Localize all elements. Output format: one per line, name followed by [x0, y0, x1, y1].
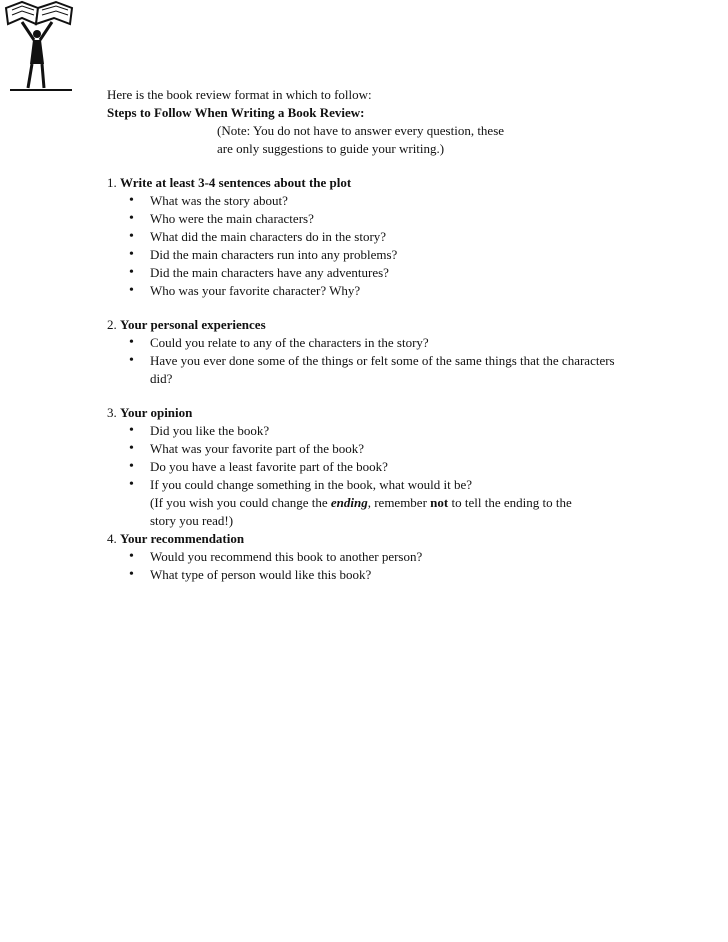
ending-note-text: (If you wish you could change the — [150, 495, 331, 510]
list-item: • Who was your favorite character? Why? — [107, 282, 707, 300]
list-item: • What type of person would like this book? — [107, 566, 707, 584]
ending-note-text: to tell the ending to the — [448, 495, 572, 510]
list-item: • What did the main characters do in the story? — [107, 228, 707, 246]
list-item-text: If you could change something in the book, what would it be? — [150, 477, 473, 492]
section-plot — [107, 174, 707, 300]
list-item: • Have you ever done some of the things or felt some of the same things that the characters did? — [107, 352, 620, 388]
not-word: not — [430, 495, 449, 510]
note-line-1: (Note: You do not have to answer every question, these — [217, 123, 505, 138]
section-title: Your personal experiences — [120, 317, 266, 332]
ending-note — [150, 494, 707, 512]
list-item: • Who were the main characters? — [107, 210, 707, 228]
list-item: • Did you like the book? — [107, 422, 707, 440]
ending-note-end: story you read!) — [150, 513, 234, 528]
section-title: Write at least 3-4 sentences about the plot — [120, 175, 352, 190]
list-item: • Did the main characters run into any problems? — [107, 246, 707, 264]
section-number: 2. — [107, 317, 120, 332]
section-title: Your opinion — [120, 405, 193, 420]
list-item: • What was your favorite part of the book? — [107, 440, 707, 458]
question-list — [107, 192, 707, 300]
intro-text: Here is the book review format in which to follow: — [107, 87, 372, 102]
ending-word: ending — [330, 495, 368, 510]
section-number: 3. — [107, 405, 120, 420]
section-opinion — [107, 404, 707, 530]
list-item: • Could you relate to any of the characters in the story? — [107, 334, 707, 352]
list-item — [107, 476, 707, 530]
question-list — [107, 548, 707, 584]
list-item: • Do you have a least favorite part of the book? — [107, 458, 707, 476]
reader-with-book-clipart — [0, 0, 80, 96]
steps-heading: Steps to Follow When Writing a Book Review: — [107, 105, 365, 120]
section-number: 1. — [107, 175, 120, 190]
section-number: 4. — [107, 531, 120, 546]
section-recommendation — [107, 530, 707, 584]
note-line-2: are only suggestions to guide your writing.) — [217, 141, 445, 156]
list-item: • What was the story about? — [107, 192, 707, 210]
question-list — [107, 334, 707, 388]
question-list — [107, 422, 707, 530]
list-item: • Would you recommend this book to another person? — [107, 548, 707, 566]
list-item: • Did the main characters have any adventures? — [107, 264, 707, 282]
ending-note-text: , remember — [367, 495, 431, 510]
section-personal-experiences — [107, 316, 707, 388]
review-format-document — [107, 86, 707, 584]
section-title: Your recommendation — [120, 531, 245, 546]
